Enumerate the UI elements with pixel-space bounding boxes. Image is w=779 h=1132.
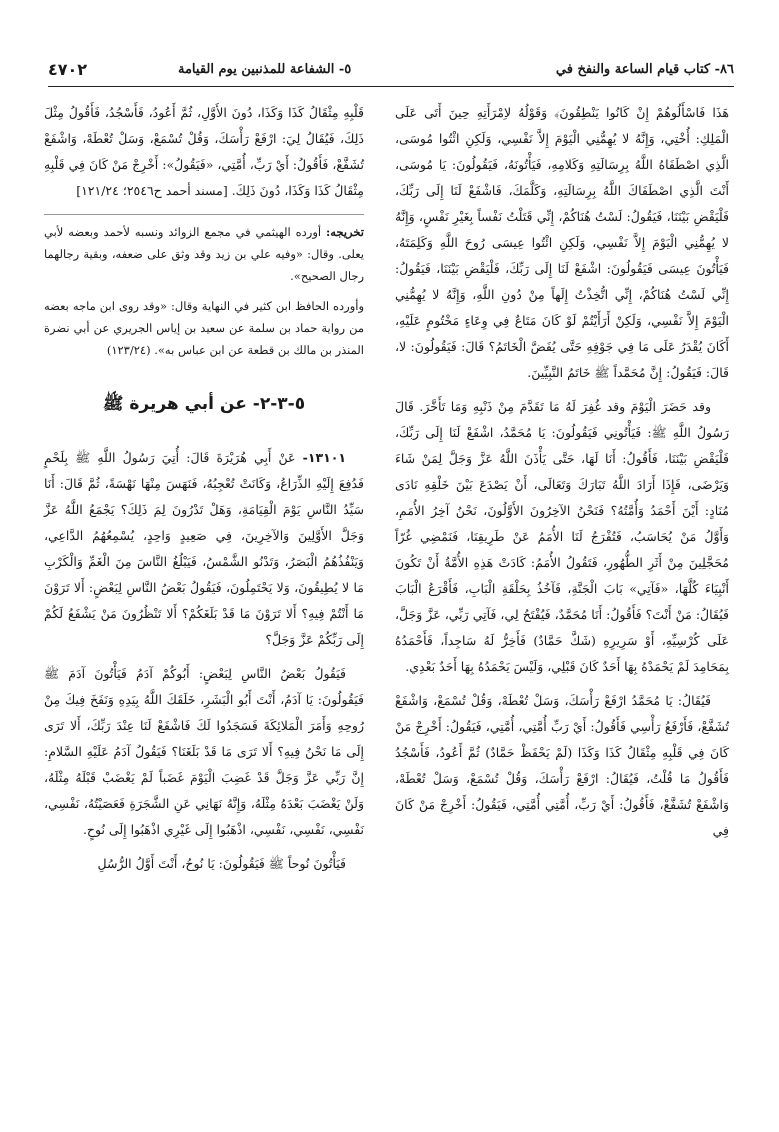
- hadith-paragraph: [44, 445, 364, 653]
- text-paragraph: قَلْبِهِ مِثْقَالُ كَذَا وَكَذَا، دُونَ الأَوَّلِ، ثُمَّ أَعُودُ، فَأَسْجُدُ، فَأَقُولُ مِثْلَ ذَلِكَ، فَيُقَالُ لِيَ: ارْفَعْ رَأْسَكَ، وَقُلْ تُسْمَعْ، وَسَلْ تُعْطَهْ، وَاشْفَعْ تُشَفَّعْ، فَأَقُولُ: أَيْ رَبِّ، أُمَّتِي، «فَيَقُولُ»: أَخْرِجْ مَنْ كَانَ فِي قَلْبِهِ مِثْقَالُ كَذَا وَكَذَا، دُونَ ذَلِكَ. [مسند أحمد ح٢٥٤٦؛ ١٢١/٢٤]: [44, 105, 364, 198]
- text-paragraph: هَذَا فَاسْأَلُوهُمْ إِنْ كَانُوا يَنْطِقُونَ﴾ وَقَوْلُهُ لاِمْرَأَتِهِ حِينَ أَتَى عَلَى الْمَلِكِ: أُخْتِي، وَإِنَّهُ لا يُهِمُّنِي الْيَوْمَ إِلاَّ نَفْسِي، وَلَكِنِ ائْتُوا مُوسَى، الَّذِي اصْطَفَاهُ اللَّهُ بِرِسَالَتِهِ وَكَلامِهِ، فَيَأْتُونَهُ، فَيَقُولُونَ: يَا مُوسَى، أَنْتَ الَّذِي اصْطَفَاكَ اللَّهُ بِرِسَالَتِهِ، وَكَلَّمَكَ، فَاشْفَعْ لَنَا إِلَى رَبِّكَ، فَلْيَقْضِ بَيْنَنَا، فَيَقُولُ: لَسْتُ هُنَاكُمْ، إِنِّي قَتَلْتُ نَفْساً بِغَيْرِ نَفْسٍ، وَإِنَّهُ لا يُهِمُّنِي الْيَوْمَ إِلاَّ نَفْسِي، وَلَكِنِ ائْتُوا عِيسَى رُوحَ اللَّهِ وَكَلِمَتَهُ، فَيَأْتُونَ عِيسَى فَيَقُولُونَ: اشْفَعْ لَنَا إِلَى رَبِّكَ، فَلْيَقْضِ بَيْنَنَا، فَيَقُولُ: إِنِّي لَسْتُ هُنَاكُمْ، إِنِّي اتُّخِذْتُ إِلَهاً مِنْ دُونِ اللَّهِ، وَإِنَّهُ لا يُهِمُّنِي الْيَوْمَ إِلاَّ نَفْسِي، وَلَكِنْ أَرَأَيْتُمْ لَوْ كَانَ مَتَاعٌ فِي وِعَاءٍ مَخْتُومٍ عَلَيْهِ، أَكَانَ يُقْدَرُ عَلَى مَا فِي جَوْفِهِ حَتَّى يُفَضَّ الْخَاتَمُ؟ قَالَ: فَيَقُولُونَ: لا، قَالَ: فَيَقُولُ: إِنَّ مُحَمَّداً ﷺ خَاتَمُ النَّبِيِّينَ.: [395, 105, 729, 380]
- takhrij-note: [44, 221, 364, 287]
- takhrij-label: تخريجه:: [325, 225, 364, 239]
- takhrij-notes: [44, 214, 364, 361]
- text-paragraph: فَيُقَالُ: يَا مُحَمَّدُ ارْفَعْ رَأْسَكَ، وَسَلْ تُعْطَهْ، وَقُلْ تُسْمَعْ، وَاشْفَعْ تُشَفَّعْ، فَأَرْفَعُ رَأْسِي فَأَقُولُ: أَيْ رَبِّ أُمَّتِي، أُمَّتِي، فَيَقُولُ: أَخْرِجْ مَنْ كَانَ فِي قَلْبِهِ مِثْقَالُ كَذَا وَكَذَا (لَمْ يَحْفَظْ حَمَّادٌ) ثُمَّ أَعُودُ، فَأَسْجُدُ فَأَقُولُ مَا قُلْتُ، فَيُقَالُ: ارْفَعْ رَأْسَكَ، وَقُلْ تُسْمَعْ، وَسَلْ تُعْطَهْ، وَاشْفَعْ تُشَفَّعْ، فَأَقُولُ: أَيْ رَبِّ، أُمَّتِي أُمَّتِي، فَيَقُولُ: أَخْرِجْ مَنْ كَانَ فِي: [395, 693, 729, 838]
- takhrij-note: [44, 295, 364, 361]
- text-paragraph: وقد حَضَرَ الْيَوْمَ وقد غُفِرَ لَهُ مَا تَقَدَّمَ مِنْ ذَنْبِهِ وَمَا تَأَخَّرَ. قَالَ رَسُولُ اللَّهِ ﷺ: فَيَأْتُونِي فَيَقُولُونَ: يَا مُحَمَّدُ، اشْفَعْ لَنَا إِلَى رَبِّكَ، فَلْيَقْضِ بَيْنَنَا، فَأَقُولُ: أَنَا لَهَا، حَتَّى يَأْذَنَ اللَّهُ عَزَّ وَجَلَّ لِمَنْ شَاءَ وَيَرْضَى، فَإِذَا أَرَادَ اللَّهُ تَبَارَكَ وَتَعَالَى، أَنْ يَصْدَعَ بَيْنَ خَلْقِهِ نَادَى مُنَادٍ: أَيْنَ أَحْمَدُ وَأُمَّتُهُ؟ فَنَحْنُ الآخِرُونَ الأَوَّلُونَ، نَحْنُ آخِرُ الأُمَمِ، وَأَوَّلُ مَنْ يُحَاسَبُ، فَتُفْرَجُ لَنَا الأُمَمُ عَنْ طَرِيقِنَا، فَنَمْضِي غُرّاً مُحَجَّلِينَ مِنْ أَثَرِ الطُّهُورِ، فَتَقُولُ الأُمَمُ: كَادَتْ هَذِهِ الأُمَّةُ أَنْ تَكُونَ أَنْبِيَاءَ كُلَّهَا، «فَآتِي» بَابَ الْجَنَّةِ، فَآخُذُ بِحَلْقَةِ الْبَابِ، فَأَقْرَعُ الْبَابَ فَيُقَالُ: مَنْ أَنْتَ؟ فَأَقُولُ: أَنَا مُحَمَّدٌ، فَيُفْتَحُ لِي، فَآتِي رَبِّي، عَزَّ وَجَلَّ، عَلَى كُرْسِيِّهِ، أَوْ سَرِيرِهِ (شَكَّ حَمَّادٌ) فَأَخِرُّ لَهُ سَاجِداً، فَأَحْمَدُهُ بِمَحَامِدَ لَمْ يَحْمَدْهُ بِهَا أَحَدٌ كَانَ قَبْلِي، وَلَيْسَ يَحْمَدُهُ بِهَا أَحَدٌ بَعْدِي.: [395, 399, 729, 674]
- text-paragraph: فَيَقُولُ بَعْضُ النَّاسِ لِبَعْضٍ: أَبُوكُمْ آدَمُ فَيَأْتُونَ آدَمَ ﷺ فَيَقُولُونَ: يَا آدَمُ، أَنْتَ أَبُو الْبَشَرِ، خَلَقَكَ اللَّهُ بِيَدِهِ وَنَفَخَ فِيكَ مِنْ رُوحِهِ وَأَمَرَ الْمَلائِكَةَ فَسَجَدُوا لَكَ فَاشْفَعْ لَنَا عِنْدَ رَبِّكَ، أَلا تَرَى إِلَى مَا نَحْنُ فِيهِ؟ أَلا تَرَى مَا قَدْ بَلَغَنَا؟ فَيَقُولُ آدَمُ عَلَيْهِ السَّلامِ: إِنَّ رَبِّي عَزَّ وَجَلَّ قَدْ غَضِبَ الْيَوْمَ غَضَباً لَمْ يَغْضَبْ قَبْلَهُ مِثْلَهُ، وَلَنْ يَغْضَبَ بَعْدَهُ مِثْلَهُ، وَإِنَّهُ نَهَانِي عَنِ الشَّجَرَةِ فَعَصَيْتُهُ، نَفْسِي، نَفْسِي، نَفْسِي، نَفْسِي، اذْهَبُوا إِلَى غَيْرِي اذْهَبُوا إِلَى نُوحٍ.: [44, 666, 364, 837]
- left-column: [44, 100, 364, 885]
- takhrij-text: أورده الهيثمي في مجمع الزوائد ونسبه لأحمد وبعضه لأبي يعلى. وقال: «وفيه علي بن زيد وقد وثق على ضعفه، وبقية رجالهما رجال الصحيح».: [44, 225, 364, 283]
- page-header: [48, 60, 734, 87]
- text-paragraph: فَيَأْتُونَ نُوحاً ﷺ فَيَقُولُونَ: يَا نُوحُ، أَنْتَ أَوَّلُ الرُّسُلِ: [97, 856, 346, 871]
- page-number: ٤٧٠٢: [48, 60, 88, 79]
- takhrij-text: وأورده الحافظ ابن كثير في النهاية وقال: «وقد روى ابن ماجه بعضه من رواية حماد بن سلمة عن سعيد بن إياس الجريري عن أبي نضرة المنذر بن مالك بن قطعة عن ابن عباس به». (١٢٣/٢٤): [44, 299, 364, 357]
- chapter-title: ٥- الشفاعة للمذنبين يوم القيامة: [178, 62, 352, 77]
- hadith-number: ١٣١٠١-: [302, 450, 346, 465]
- right-column: [395, 100, 729, 852]
- section-title: ٥-٣-٢- عن أبي هريرة ﷺ: [102, 394, 306, 414]
- book-title: ٨٦- كتاب قيام الساعة والنفخ في: [555, 62, 734, 77]
- hadith-text: عَنْ أَبِي هُرَيْرَةَ قَالَ: أُتِيَ رَسُولُ اللَّهِ ﷺ بِلَحْمٍ فَدُفِعَ إِلَيْهِ الذِّرَاعُ، وَكَانَتْ تُعْجِبُهُ، فَنَهَسَ مِنْهَا نَهْسَةً، ثُمَّ قَالَ: أَنَا سَيِّدُ النَّاسِ يَوْمَ الْقِيَامَةِ، وَهَلْ تَدْرُونَ لِمَ ذَلِكَ؟ يَجْمَعُ اللَّهُ عَزَّ وَجَلَّ الأَوَّلِينَ وَالآخِرِينَ، فِي صَعِيدٍ وَاحِدٍ، يُسْمِعُهُمُ الدَّاعِي، وَيَنْفُذُهُمُ الْبَصَرُ، وَتَدْنُو الشَّمْسُ، فَيَبْلُغُ النَّاسَ مِنَ الْغَمِّ وَالْكَرْبِ مَا لا يُطِيقُونَ، وَلا يَحْتَمِلُونَ، فَيَقُولُ بَعْضُ النَّاسِ لِبَعْضٍ: أَلا تَرَوْنَ مَا أَنْتُمْ فِيهِ؟ أَلا تَرَوْنَ مَا قَدْ بَلَغَكُمْ؟ أَلا تَنْظُرُونَ مَنْ يَشْفَعُ لَكُمْ إِلَى رَبِّكُمْ عَزَّ وَجَلَّ؟: [44, 450, 364, 647]
